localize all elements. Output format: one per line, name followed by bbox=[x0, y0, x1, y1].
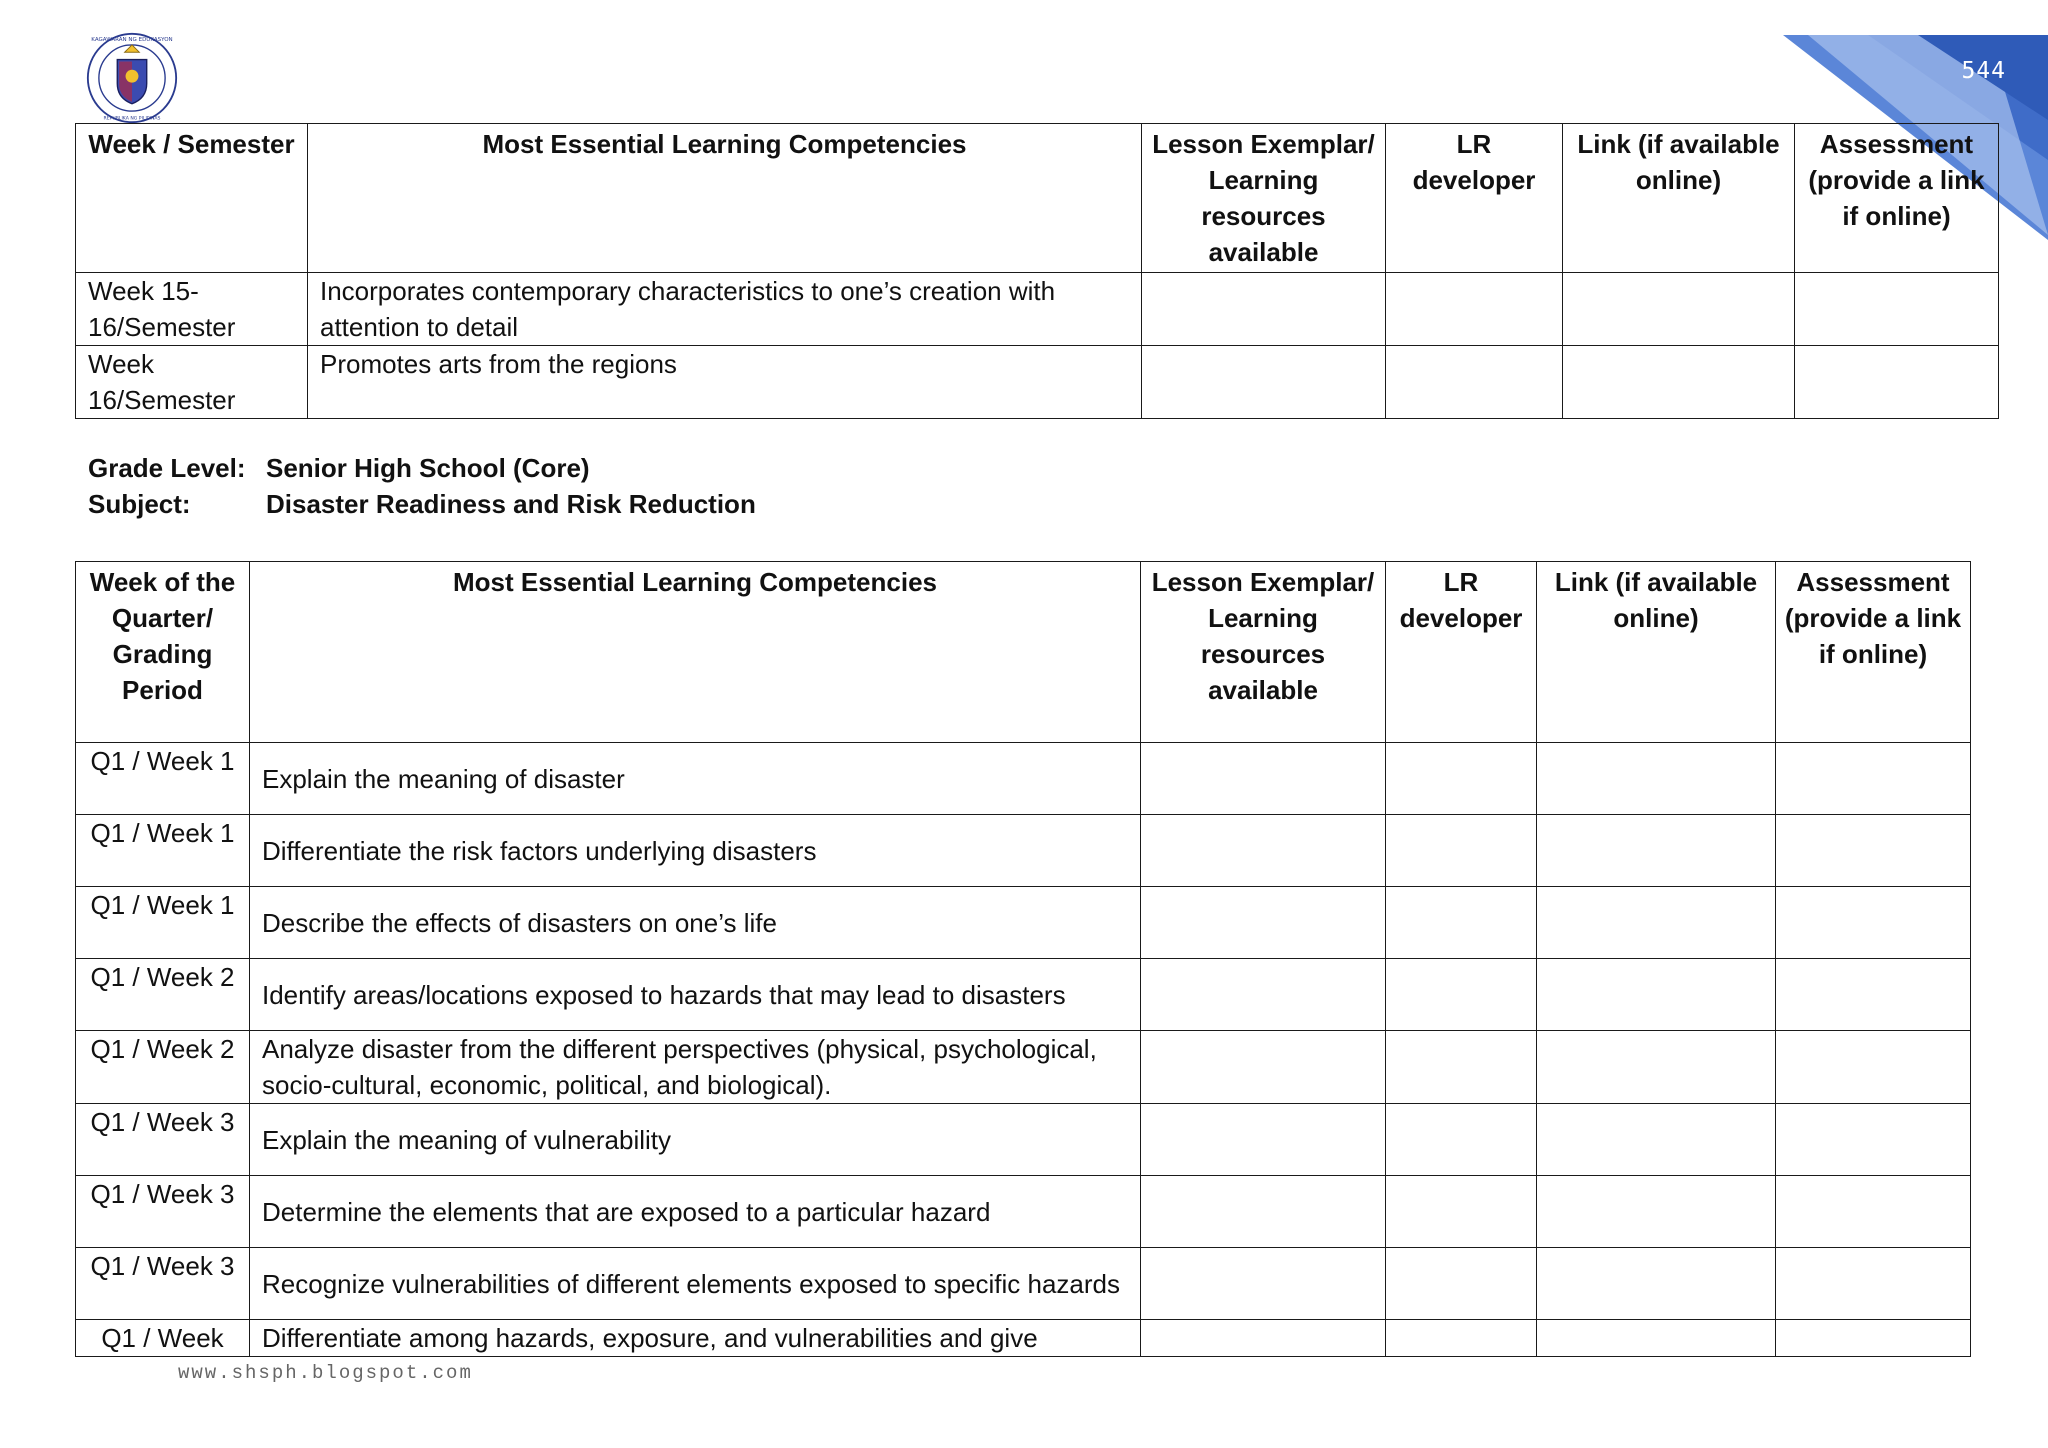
competency-cell: Determine the elements that are exposed to a particular hazard bbox=[250, 1176, 1141, 1248]
table-row bbox=[76, 1104, 1971, 1176]
week-cell: Q1 / Week 1 bbox=[76, 815, 250, 887]
empty-cell bbox=[1142, 346, 1386, 419]
competency-cell: Identify areas/locations exposed to hazards that may lead to disasters bbox=[250, 959, 1141, 1031]
header-lesson-exemplar: Lesson Exemplar/ Learning resources available bbox=[1141, 562, 1386, 743]
competency-cell: Incorporates contemporary characteristics to one’s creation with attention to detail bbox=[308, 273, 1142, 346]
empty-cell bbox=[1141, 959, 1386, 1031]
week-cell: Q1 / Week 2 bbox=[76, 1031, 250, 1104]
week-cell: Week 16/Semester bbox=[76, 346, 308, 419]
empty-cell bbox=[1537, 959, 1776, 1031]
empty-cell bbox=[1795, 273, 1999, 346]
header-link: Link (if available online) bbox=[1537, 562, 1776, 743]
competency-cell: Recognize vulnerabilities of different elements exposed to specific hazards bbox=[250, 1248, 1141, 1320]
week-cell: Q1 / Week 1 bbox=[76, 743, 250, 815]
empty-cell bbox=[1563, 346, 1795, 419]
empty-cell bbox=[1795, 346, 1999, 419]
deped-seal-logo bbox=[86, 32, 178, 124]
week-cell: Q1 / Week 1 bbox=[76, 887, 250, 959]
table-row bbox=[76, 743, 1971, 815]
empty-cell bbox=[1386, 959, 1537, 1031]
empty-cell bbox=[1141, 743, 1386, 815]
header-competencies: Most Essential Learning Competencies bbox=[250, 562, 1141, 743]
empty-cell bbox=[1386, 1248, 1537, 1320]
empty-cell bbox=[1776, 959, 1971, 1031]
week-cell: Q1 / Week bbox=[76, 1320, 250, 1357]
empty-cell bbox=[1141, 815, 1386, 887]
empty-cell bbox=[1776, 887, 1971, 959]
empty-cell bbox=[1386, 743, 1537, 815]
page-number: 544 bbox=[1961, 58, 2006, 84]
empty-cell bbox=[1537, 1320, 1776, 1357]
empty-cell bbox=[1386, 1320, 1537, 1357]
empty-cell bbox=[1776, 1248, 1971, 1320]
empty-cell bbox=[1776, 1320, 1971, 1357]
competency-cell: Differentiate among hazards, exposure, and vulnerabilities and give bbox=[250, 1320, 1141, 1357]
empty-cell bbox=[1776, 1031, 1971, 1104]
empty-cell bbox=[1537, 1104, 1776, 1176]
table-row bbox=[76, 273, 1999, 346]
empty-cell bbox=[1537, 1176, 1776, 1248]
grade-level-label: Grade Level: bbox=[88, 453, 246, 483]
empty-cell bbox=[1141, 1176, 1386, 1248]
footer-url: www.shsph.blogspot.com bbox=[178, 1362, 473, 1384]
competency-cell: Explain the meaning of vulnerability bbox=[250, 1104, 1141, 1176]
svg-text:KAGAWARAN NG EDUKASYON: KAGAWARAN NG EDUKASYON bbox=[91, 37, 173, 44]
svg-text:REPUBLIKA NG PILIPINAS: REPUBLIKA NG PILIPINAS bbox=[103, 116, 161, 122]
header-competencies: Most Essential Learning Competencies bbox=[308, 124, 1142, 273]
header-lr-developer: LR developer bbox=[1386, 562, 1537, 743]
table-row bbox=[76, 815, 1971, 887]
competencies-table-drrr bbox=[75, 561, 1971, 1357]
grade-level-value: Senior High School (Core) bbox=[266, 453, 590, 483]
empty-cell bbox=[1141, 1248, 1386, 1320]
table-row bbox=[76, 1320, 1971, 1357]
empty-cell bbox=[1563, 273, 1795, 346]
empty-cell bbox=[1386, 346, 1563, 419]
empty-cell bbox=[1141, 887, 1386, 959]
empty-cell bbox=[1537, 1248, 1776, 1320]
header-week: Week / Semester bbox=[76, 124, 308, 273]
empty-cell bbox=[1386, 1104, 1537, 1176]
week-cell: Q1 / Week 2 bbox=[76, 959, 250, 1031]
competency-cell: Describe the effects of disasters on one’s life bbox=[250, 887, 1141, 959]
competency-cell: Explain the meaning of disaster bbox=[250, 743, 1141, 815]
header-link: Link (if available online) bbox=[1563, 124, 1795, 273]
empty-cell bbox=[1776, 1176, 1971, 1248]
empty-cell bbox=[1386, 815, 1537, 887]
empty-cell bbox=[1142, 273, 1386, 346]
empty-cell bbox=[1386, 273, 1563, 346]
header-lesson-exemplar: Lesson Exemplar/ Learning resources available bbox=[1142, 124, 1386, 273]
table-row bbox=[76, 1031, 1971, 1104]
subject-value: Disaster Readiness and Risk Reduction bbox=[266, 489, 756, 519]
table-row bbox=[76, 346, 1999, 419]
header-assessment: Assessment (provide a link if online) bbox=[1795, 124, 1999, 273]
competency-cell: Analyze disaster from the different perspectives (physical, psychological, socio-cultural, economic, political, and biological). bbox=[250, 1031, 1141, 1104]
week-cell: Week 15-16/Semester bbox=[76, 273, 308, 346]
competency-cell: Differentiate the risk factors underlying disasters bbox=[250, 815, 1141, 887]
empty-cell bbox=[1537, 1031, 1776, 1104]
empty-cell bbox=[1776, 1104, 1971, 1176]
week-cell: Q1 / Week 3 bbox=[76, 1176, 250, 1248]
table-row bbox=[76, 959, 1971, 1031]
week-cell: Q1 / Week 3 bbox=[76, 1104, 250, 1176]
table-header-row bbox=[76, 124, 1999, 273]
empty-cell bbox=[1537, 743, 1776, 815]
empty-cell bbox=[1141, 1031, 1386, 1104]
week-cell: Q1 / Week 3 bbox=[76, 1248, 250, 1320]
competency-cell: Promotes arts from the regions bbox=[308, 346, 1142, 419]
subject-meta bbox=[88, 450, 756, 522]
competencies-table-arts bbox=[75, 123, 1999, 419]
empty-cell bbox=[1386, 1031, 1537, 1104]
table-row bbox=[76, 887, 1971, 959]
empty-cell bbox=[1386, 1176, 1537, 1248]
header-lr-developer: LR developer bbox=[1386, 124, 1563, 273]
table-header-row bbox=[76, 562, 1971, 743]
header-assessment: Assessment (provide a link if online) bbox=[1776, 562, 1971, 743]
header-week: Week of the Quarter/ Grading Period bbox=[76, 562, 250, 743]
table-row bbox=[76, 1248, 1971, 1320]
table-row bbox=[76, 1176, 1971, 1248]
empty-cell bbox=[1776, 815, 1971, 887]
empty-cell bbox=[1386, 887, 1537, 959]
empty-cell bbox=[1141, 1104, 1386, 1176]
empty-cell bbox=[1537, 815, 1776, 887]
empty-cell bbox=[1537, 887, 1776, 959]
empty-cell bbox=[1776, 743, 1971, 815]
empty-cell bbox=[1141, 1320, 1386, 1357]
subject-label: Subject: bbox=[88, 489, 191, 519]
